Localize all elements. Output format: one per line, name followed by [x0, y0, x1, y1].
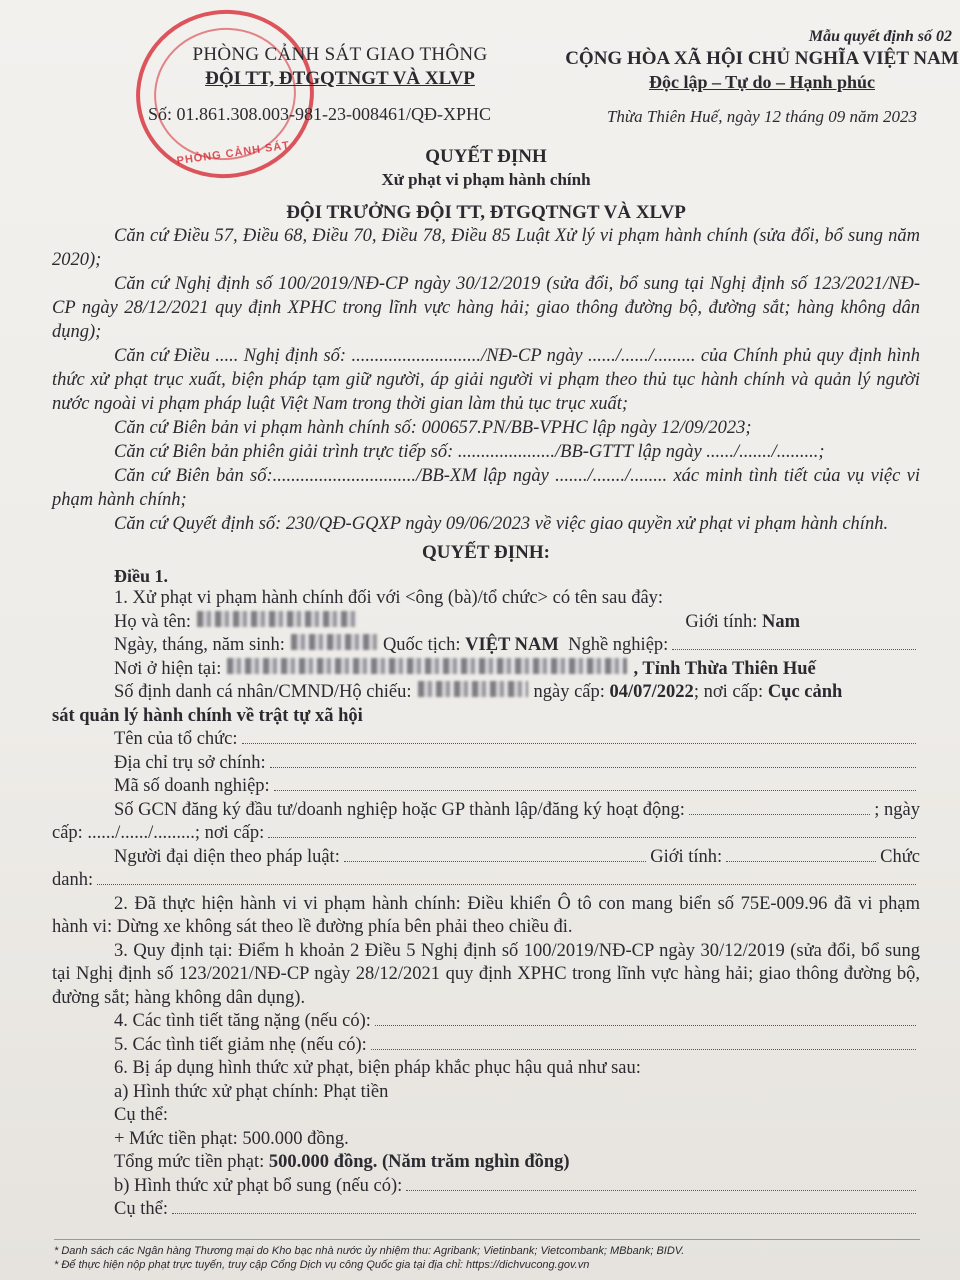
- total-fine-label: Tổng mức tiền phạt:: [114, 1152, 265, 1172]
- occupation-blank: [672, 635, 916, 650]
- national-title: CỘNG HÒA XÃ HỘI CHỦ NGHĨA VIỆT NAM: [565, 48, 959, 69]
- document-title: QUYẾT ĐỊNH: [425, 146, 547, 167]
- org-tax-row: [52, 775, 920, 799]
- item-1-intro: 1. Xử phạt vi phạm hành chính đối với <ông (bà)/tổ chức> có tên sau đây:: [114, 588, 664, 608]
- org-issue-row: [52, 822, 920, 846]
- issue-place-label: ; nơi cấp:: [693, 682, 764, 702]
- address-province: , Tỉnh Thừa Thiên Huế: [633, 658, 816, 679]
- org-tax-label: Mã số doanh nghiệp:: [114, 776, 270, 796]
- footnote-online-payment: * Để thực hiện nộp phạt trực tuyến, truy cập Cổng Dịch vụ công Quốc gia tại địa chỉ: https://dichvucong.gov.vn: [54, 1259, 590, 1271]
- redacted-id: [418, 681, 528, 697]
- document-subtitle: Xử phạt vi phạm hành chính: [381, 170, 591, 189]
- org-name-row: [52, 728, 920, 752]
- dob-row: [52, 634, 920, 658]
- id-row: [52, 681, 920, 705]
- unit-name: ĐỘI TT, ĐTGQTNGT VÀ XLVP: [205, 68, 475, 89]
- address-label: Nơi ở hiện tại:: [114, 658, 222, 679]
- name-label: Họ và tên:: [114, 611, 192, 632]
- org-rep-gender-blank: [726, 847, 876, 862]
- item-2-violation: 2. Đã thực hiện hành vi vi phạm hành chính: Điều khiển Ô tô con mang biển số 75E-009.96 đã vi phạm hành vi: Dừng xe không sát theo lề đường phía bên phải theo chiều đi.: [52, 893, 920, 937]
- name-row: [52, 611, 920, 635]
- ground-paragraph: Căn cứ Điều 57, Điều 68, Điều 70, Điều 78, Điều 85 Luật Xử lý vi phạm hành chính (sửa đổi, bổ sung năm 2020);: [52, 226, 920, 270]
- org-name-blank: [242, 729, 916, 744]
- org-address-label: Địa chỉ trụ sở chính:: [114, 752, 266, 773]
- specific-row-2: [52, 1198, 920, 1222]
- document-number: Số: 01.861.308.003-981-23-008461/QĐ-XPHC: [148, 104, 492, 124]
- item-5-label: 5. Các tình tiết giảm nhẹ (nếu có):: [114, 1034, 367, 1055]
- ground-paragraph: Căn cứ Nghị định số 100/2019/NĐ-CP ngày 30/12/2019 (sửa đổi, bổ sung tại Nghị định số 123/2021/NĐ-CP ngày 28/12/2021 quy định XPHC trong lĩnh vực hàng hải; giao thông đường bộ, đường sắt; hàng không dân dụng);: [52, 274, 920, 342]
- org-rep-row: [52, 846, 920, 870]
- item-4-blank: [375, 1011, 916, 1026]
- gender-label: Giới tính:: [685, 611, 758, 632]
- ground-paragraph: Căn cứ Điều ..... Nghị định số: ............................/NĐ-CP ngày ....../....../......... của Chính phủ quy định hình thức xử phạt trục xuất, biện pháp tạm giữ người, áp giải người vi phạm theo thủ tục hành chính và quản lý người nước ngoài vi phạm pháp luật Việt Nam trong thời gian làm thủ tục trục xuất;: [52, 346, 920, 414]
- item-4-label: 4. Các tình tiết tăng nặng (nếu có):: [114, 1011, 371, 1031]
- item-3-regulation: 3. Quy định tại: Điểm h khoản 2 Điều 5 Nghị định số 100/2019/NĐ-CP ngày 30/12/2019 (sửa đổi, bổ sung tại Nghị định số 123/2021/NĐ-CP ngày 28/12/2021 quy định XPHC trong lĩnh vực hàng hải; giao thông đường bộ, đường sắt; hàng không dân dụng).: [52, 940, 920, 1008]
- item-6a: a) Hình thức xử phạt chính: Phạt tiền: [114, 1081, 389, 1102]
- item-4-row: [52, 1010, 920, 1034]
- org-rep-title-blank: [97, 870, 916, 885]
- nationality-label: Quốc tịch:: [382, 635, 461, 655]
- org-license-label: Số GCN đăng ký đầu tư/doanh nghiệp hoặc GP thành lập/đăng ký hoạt động:: [114, 799, 685, 820]
- footnote-banks: * Danh sách các Ngân hàng Thương mại do Kho bạc nhà nước ủy nhiệm thu: Agribank; Vietinbank; Vietcombank; MBbank; BIDV.: [54, 1245, 685, 1257]
- org-rep-label: Người đại diện theo pháp luật:: [114, 846, 340, 867]
- id-label: Số định danh cá nhân/CMND/Hộ chiếu:: [114, 682, 412, 702]
- seal-text: PHÒNG CẢNH SÁT: [175, 139, 291, 168]
- total-fine-value: 500.000 đồng. (Năm trăm nghìn đồng): [268, 1152, 570, 1172]
- item-6b-label: b) Hình thức xử phạt bổ sung (nếu có):: [114, 1175, 403, 1196]
- redacted-name: [197, 611, 357, 627]
- legal-grounds: [52, 224, 920, 536]
- agency-name: PHÒNG CẢNH SÁT GIAO THÔNG: [192, 44, 488, 65]
- issuing-agency-block: [150, 44, 530, 90]
- item-6b-blank: [406, 1176, 916, 1191]
- decision-section-title: QUYẾT ĐỊNH:: [422, 542, 550, 563]
- authority-title: ĐỘI TRƯỞNG ĐỘI TT, ĐTGQTNGT VÀ XLVP: [286, 202, 686, 223]
- ground-paragraph: Căn cứ Quyết định số: 230/QĐ-GQXP ngày 09/06/2023 về việc giao quyền xử phạt vi phạm hành chính.: [114, 514, 889, 534]
- org-name-label: Tên của tổ chức:: [114, 729, 238, 749]
- org-license-blank: [689, 800, 870, 815]
- national-motto: Độc lập – Tự do – Hạnh phúc: [648, 72, 876, 92]
- specific-label-2: Cụ thể:: [114, 1199, 168, 1219]
- issue-place-value: Cục cảnh: [767, 682, 843, 702]
- item-6: 6. Bị áp dụng hình thức xử phạt, biện pháp khắc phục hậu quả như sau:: [114, 1058, 641, 1078]
- org-license-date-suffix: ; ngày: [874, 799, 920, 820]
- ground-paragraph: Căn cứ Biên bản số:.............................../BB-XM lập ngày ......./......./........ xác minh tình tiết của vụ việc vi phạm hành chính;: [52, 466, 920, 510]
- article-1-content: [52, 587, 920, 1222]
- specific-blank-2: [172, 1199, 916, 1214]
- form-number: Mẫu quyết định số 02: [808, 28, 952, 45]
- document-header: [52, 0, 959, 168]
- occupation-label: Nghề nghiệp:: [568, 635, 669, 655]
- national-header-block: [552, 28, 960, 127]
- org-rep-blank: [344, 847, 646, 862]
- issue-place-continued: sát quản lý hành chính về trật tự xã hội: [52, 705, 363, 726]
- issue-date-label: ngày cấp:: [533, 682, 605, 702]
- org-rep-title-label: Chức: [880, 846, 920, 867]
- org-issue-blank: [268, 823, 916, 838]
- article-1-heading: Điều 1.: [114, 566, 168, 586]
- total-fine-row: [52, 1151, 920, 1175]
- footnote: [54, 1239, 920, 1272]
- org-license-row: [52, 799, 920, 823]
- redacted-address: [227, 658, 627, 674]
- org-address-blank: [270, 753, 916, 768]
- fine-amount-line: + Mức tiền phạt: 500.000 đồng.: [114, 1128, 349, 1149]
- org-rep-title-continued: danh:: [52, 870, 94, 890]
- nationality-value: VIỆT NAM: [465, 635, 559, 655]
- ground-paragraph: Căn cứ Biên bản vi phạm hành chính số: 000657.PN/BB-VPHC lập ngày 12/09/2023;: [114, 418, 752, 438]
- address-row: [52, 658, 920, 682]
- specific-label: Cụ thể:: [114, 1105, 168, 1125]
- org-rep-gender-label: Giới tính:: [650, 846, 723, 867]
- dob-label: Ngày, tháng, năm sinh:: [114, 635, 285, 655]
- redacted-dob: [291, 634, 377, 650]
- item-5-row: [52, 1034, 920, 1058]
- place-and-date: Thừa Thiên Huế, ngày 12 tháng 09 năm 2023: [606, 107, 918, 126]
- issue-date-value: 04/07/2022: [609, 682, 694, 702]
- org-rep-title-row: [52, 869, 920, 893]
- item-6b-row: [52, 1175, 920, 1199]
- org-issue-line: cấp: ....../....../.........; nơi cấp:: [52, 823, 265, 843]
- gender-value: Nam: [761, 611, 800, 632]
- ground-paragraph: Căn cứ Biên bản phiên giải trình trực tiếp số: ...................../BB-GTTT lập ngày ....../......./.........;: [114, 442, 825, 462]
- org-tax-blank: [274, 776, 916, 791]
- item-5-blank: [371, 1035, 916, 1050]
- org-address-row: [52, 752, 920, 776]
